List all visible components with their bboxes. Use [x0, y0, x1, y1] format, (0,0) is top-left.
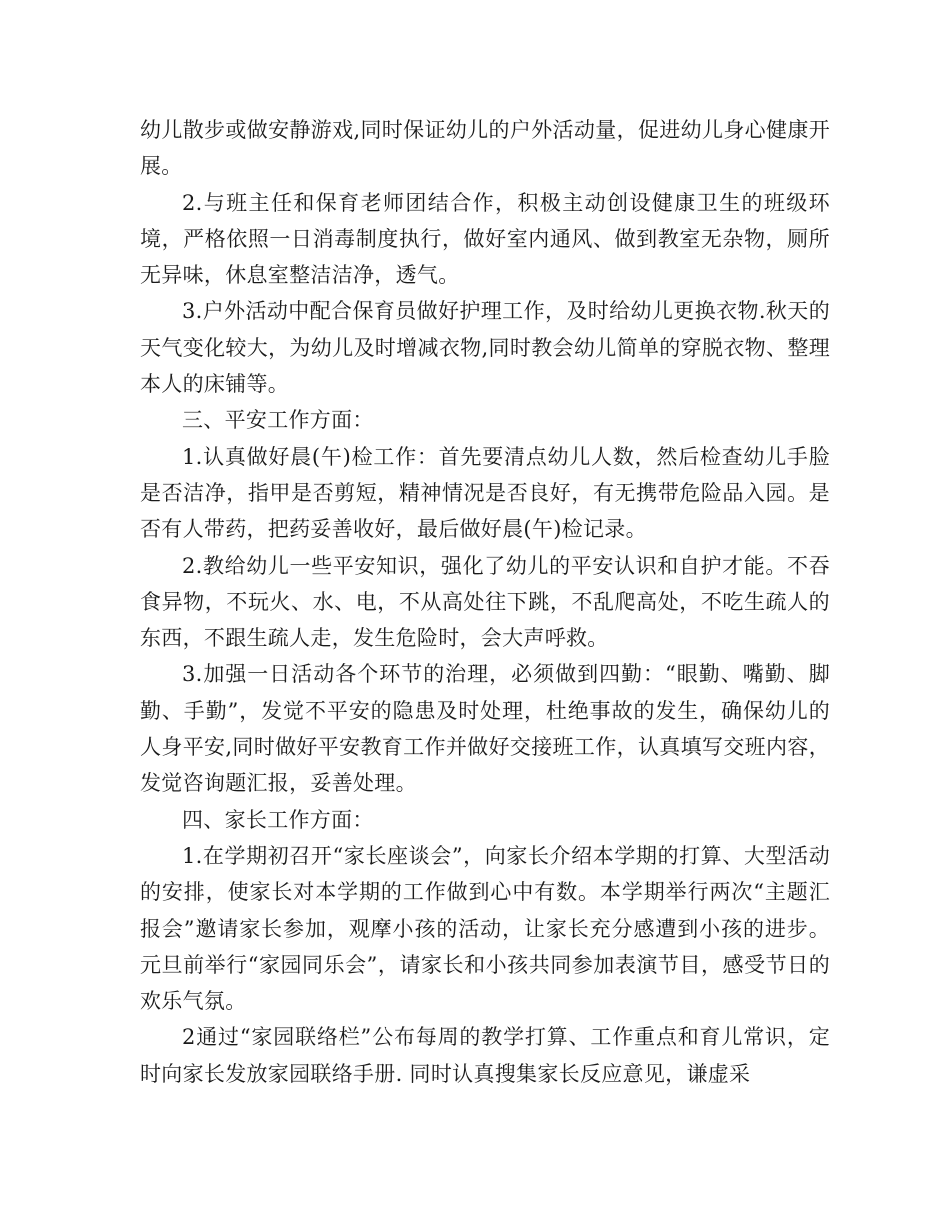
- document-body: [140, 112, 830, 1092]
- section-heading-safety: 三、平安工作方面：: [182, 408, 374, 433]
- section-heading-parents: 四、家长工作方面：: [182, 807, 374, 832]
- paragraph-continued: 幼儿散步或做安静游戏,同时保证幼儿的户外活动量，促进幼儿身心健康开展。: [140, 118, 830, 179]
- paragraph-safety-knowledge: 2.教给幼儿一些平安知识，强化了幼儿的平安认识和自护才能。不吞食异物，不玩火、水、电，不从高处往下跳，不乱爬高处，不吃生疏人的东西，不跟生疏人走，发生危险时，会大声呼救。: [140, 553, 830, 651]
- paragraph-parent-meeting: 1.在学期初召开“家长座谈会”，向家长介绍本学期的打算、大型活动的安排，使家长对本学期的工作做到心中有数。本学期举行两次“主题汇报会”邀请家长参加，观摩小孩的活动，让家长充分感遭到小孩的进步。元旦前举行“家园同乐会”，请家长和小孩共同参加表演节目，感受节日的欢乐气氛。: [140, 843, 830, 1014]
- paragraph-daily-management: 3.加强一日活动各个环节的治理，必须做到四勤：“眼勤、嘴勤、脚勤、手勤”，发觉不平安的隐患及时处理，杜绝事故的发生，确保幼儿的人身平安,同时做好平安教育工作并做好交接班工作，认真填写交班内容，发觉咨询题汇报，妥善处理。: [140, 662, 830, 796]
- paragraph-outdoor-care: 3.户外活动中配合保育员做好护理工作，及时给幼儿更换衣物.秋天的天气变化较大，为幼儿及时增减衣物,同时教会幼儿简单的穿脱衣物、整理本人的床铺等。: [140, 299, 830, 397]
- paragraph-home-school-board: 2通过“家园联络栏”公布每周的教学打算、工作重点和育儿常识，定时向家长发放家园联络手册. 同时认真搜集家长反应意见，谦虚采: [140, 1025, 830, 1086]
- paragraph-hygiene-environment: 2.与班主任和保育老师团结合作，积极主动创设健康卫生的班级环境，严格依照一日消毒制度执行，做好室内通风、做到教室无杂物，厕所无异味，休息室整洁洁净，透气。: [140, 190, 830, 288]
- paragraph-morning-check: 1.认真做好晨(午)检工作：首先要清点幼儿人数，然后检查幼儿手脸是否洁净，指甲是否剪短，精神情况是否良好，有无携带危险品入园。是否有人带药，把药妥善收好，最后做好晨(午)检记录。: [140, 444, 830, 542]
